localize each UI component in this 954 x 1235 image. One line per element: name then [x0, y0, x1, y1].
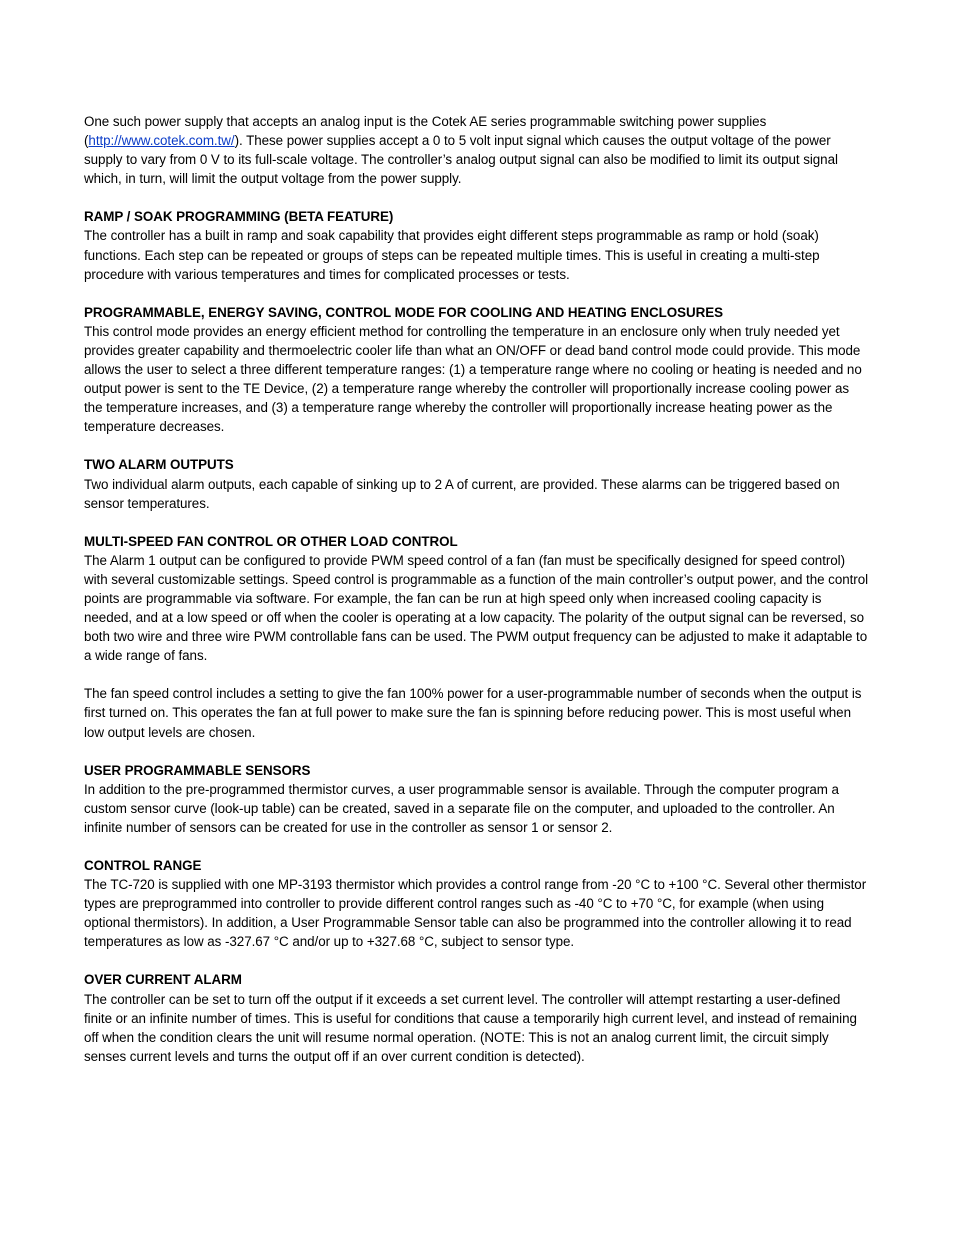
section-heading: MULTI-SPEED FAN CONTROL OR OTHER LOAD CONTROL [84, 533, 458, 549]
section-heading: RAMP / SOAK PROGRAMMING (BETA FEATURE) [84, 209, 394, 225]
section-paragraph: The controller can be set to turn off the output if it exceeds a set current level. The controller will attempt restarting a user-defined finite or an infinite number of times. This is useful for conditions that cause a temporarily high current level, and instead of remaining off when the condition clears the unit will resume normal operation. (NOTE: This is not an analog current limit, the circuit simply senses current levels and turns the output off if an over current condition is detected). [84, 991, 857, 1064]
section-heading: PROGRAMMABLE, ENERGY SAVING, CONTROL MODE FOR COOLING AND HEATING ENCLOSURES [84, 304, 723, 320]
section-paragraph: The fan speed control includes a setting to give the fan 100% power for a user-programmable number of seconds when the output is first turned on. This operates the fan at full power to make sure the fan is spinning before reducing power. This is most useful when low output levels are chosen. [84, 686, 862, 740]
section-ramp-soak [84, 207, 870, 283]
section-over-current-alarm [84, 970, 870, 1065]
section-heading: USER PROGRAMMABLE SENSORS [84, 762, 311, 778]
section-paragraph: The Alarm 1 output can be configured to provide PWM speed control of a fan (fan must be specifically designed for speed control) with several customizable settings. Speed control is programmable as a function of the main controller’s output power, and the control points are programmable via software. For example, the fan can be run at high speed only when increased cooling capacity is needed, and at a low speed or off when the cooler is operating at a low capacity. The polarity of the output signal can be reversed, so both two wire and three wire PWM controllable fans can be used. The PWM output frequency can be adjusted to make it adaptable to a wide range of fans. [84, 552, 869, 664]
intro-text-after-link: ). These power supplies accept a 0 to 5 volt input signal which causes the output voltage of the power supply to vary from 0 V to its full-scale voltage. The controller’s analog output signal can also be modified to limit its output signal which, in turn, will limit the output voltage from the power supply. [84, 133, 838, 187]
document-page [84, 112, 870, 1085]
section-alarm-outputs [84, 455, 870, 512]
section-heading: TWO ALARM OUTPUTS [84, 457, 234, 473]
section-heading: CONTROL RANGE [84, 858, 202, 873]
section-paragraph: The TC-720 is supplied with one MP-3193 thermistor which provides a control range from -20 °C to +100 °C. Several other thermistor types are preprogrammed into controller to provide different control ranges such as -40 °C to +70 °C, for example (when using optional thermistors). In addition, a User Programmable Sensor table can also be programmed into the controller allowing it to read temperatures as low as -327.67 °C and/or up to +327.68 °C, subject to sensor type. [84, 877, 867, 950]
intro-paragraph [84, 112, 870, 188]
section-energy-saving-mode [84, 303, 870, 437]
section-fan-control [84, 532, 870, 742]
cotek-link[interactable]: http://www.cotek.com.tw/ [88, 133, 235, 149]
section-control-range [84, 856, 870, 951]
section-heading: OVER CURRENT ALARM [84, 972, 242, 988]
section-paragraph: In addition to the pre-programmed thermistor curves, a user programmable sensor is available. Through the computer program a custom sensor curve (look-up table) can be created, saved in a separate file on the computer, and uploaded to the controller. An infinite number of sensors can be created for use in the controller as sensor 1 or sensor 2. [84, 781, 839, 835]
section-paragraph: This control mode provides an energy efficient method for controlling the temperature in an enclosure only when truly needed yet provides greater capability and thermoelectric cooler life than what an ON/OFF or dead band control mode could provide. This mode allows the user to select a three different temperature ranges: (1) a temperature range where no cooling or heating is needed and no output power is sent to the TE Device, (2) a temperature range whereby the controller will proportionally increase cooling power as the temperature increases, and (3) a temperature range whereby the controller will proportionally increase heating power as the temperature decreases. [84, 323, 862, 435]
intro-text-before-link: One such power supply that accepts an analog input is the Cotek AE series programmable switching power supplies ( [84, 114, 767, 149]
section-paragraph: Two individual alarm outputs, each capable of sinking up to 2 A of current, are provided. These alarms can be triggered based on sensor temperatures. [84, 476, 840, 511]
section-paragraph: The controller has a built in ramp and soak capability that provides eight different steps programmable as ramp or hold (soak) functions. Each step can be repeated or groups of steps can be repeated multiple times. This is useful in creating a multi-step procedure with various temperatures and times for complicated processes or tests. [84, 228, 820, 282]
section-user-sensors [84, 761, 870, 837]
